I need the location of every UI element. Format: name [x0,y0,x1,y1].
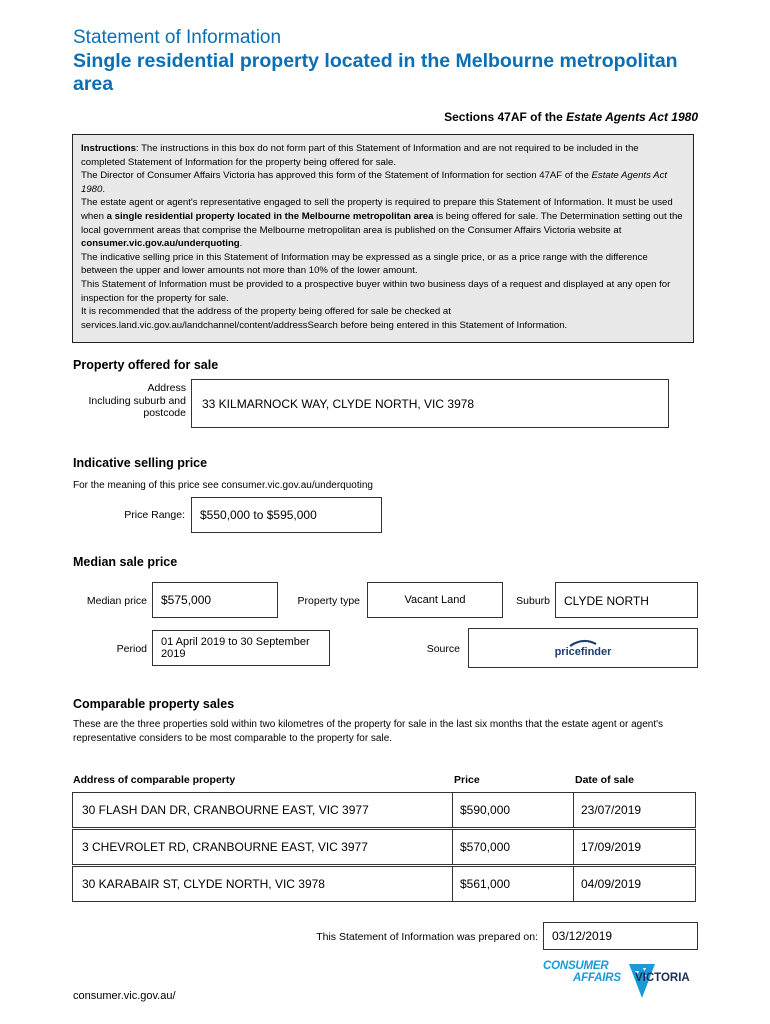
period-label: Period [116,643,147,655]
suburb-label: Suburb [516,595,550,607]
table-row [72,866,696,902]
instructions-p3 [81,196,685,250]
comparable-note: These are the three properties sold within two kilometres of the property for sale in the last six months that the estate agent or agent's representative considers to be most comparable to the property for sale. [73,719,663,744]
sections-act: Estate Agents Act 1980 [566,110,698,124]
row-date[interactable]: 23/07/2019 [581,803,642,817]
row-price[interactable]: $561,000 [453,867,574,901]
logo-line3: VICTORIA [635,972,690,984]
instructions-p2a: The Director of Consumer Affairs Victoria has approved this form of the Statement of Information for section 47AF of the [81,170,592,182]
period-field[interactable]: 01 April 2019 to 30 September 2019 [152,630,330,666]
consumer-affairs-victoria-logo [543,960,703,1002]
row-address[interactable]: 30 FLASH DAN DR, CRANBOURNE EAST, VIC 3977 [73,793,453,827]
address-label-line3: postcode [143,407,186,419]
document-subtitle: Statement of Information [73,27,282,48]
row-price[interactable]: $570,000 [453,830,574,864]
instructions-p3e: . [239,238,243,250]
col-date-header: Date of sale [575,774,634,786]
instructions-lead: Instructions [81,143,136,154]
address-field[interactable]: 33 KILMARNOCK WAY, CLYDE NORTH, VIC 3978 [191,379,669,428]
col-address-header: Address of comparable property [73,774,236,786]
row-address[interactable]: 30 KARABAIR ST, CLYDE NORTH, VIC 3978 [73,867,453,901]
address-label-line1: Address [147,382,186,394]
median-heading: Median sale price [73,555,178,569]
instructions-p3a: The estate agent or agent's representative engaged to sell the property is required to prepare this Statement of Information. It must be used when [81,197,673,222]
address-label [60,382,186,420]
prepared-label: This Statement of Information was prepared on: [316,931,538,943]
instructions-p1-text: : The instructions in this box do not form part of this Statement of Information and are not required to be included in the completed Statement of Information for the property being offered for sale. [81,143,639,168]
source-field [468,628,698,668]
pricefinder-logo [555,639,612,658]
document-title: Single residential property located in the Melbourne metropolitan area [73,50,678,95]
instructions-box [72,134,694,343]
logo-line2: AFFAIRS [573,972,621,984]
instructions-p1 [81,142,685,169]
row-date[interactable]: 17/09/2019 [581,840,642,854]
source-value: pricefinder [554,645,612,658]
property-heading: Property offered for sale [73,358,219,372]
instructions-p2c: . [102,183,106,195]
median-price-field[interactable]: $575,000 [152,582,278,618]
property-type-field[interactable]: Vacant Land [367,582,503,618]
sections-reference [444,110,698,124]
address-label-line2: Including suburb and [88,394,186,407]
table-row [72,792,696,828]
comparable-heading: Comparable property sales [73,697,235,711]
instructions-p5: This Statement of Information must be provided to a prospective buyer within two business days of a request and displayed at any open for inspection for the property for sale. [81,278,671,304]
indicative-note: For the meaning of this price see consumer.vic.gov.au/underquoting [73,480,373,491]
property-type-label: Property type [297,595,360,607]
source-label: Source [426,643,460,655]
instructions-p3c: is being offered for sale. The Determination setting out the local government areas that comprise the Melbourne metropolitan area is published on the Consumer Affairs Victoria website at [81,210,683,236]
logo-line1: CONSUMER [543,960,609,972]
price-range-field[interactable]: $550,000 to $595,000 [191,497,382,533]
instructions-p2 [81,169,685,196]
suburb-field[interactable]: CLYDE NORTH [555,582,698,618]
instructions-p3d-link[interactable]: consumer.vic.gov.au/underquoting [81,238,240,250]
table-row [72,829,696,865]
col-price-header: Price [454,774,480,786]
price-range-label: Price Range: [124,509,185,521]
instructions-p2b: Estate Agents Act 1980 [81,170,668,195]
sections-prefix: Sections 47AF of the [444,110,567,124]
instructions-p4: The indicative selling price in this Statement of Information may be expressed as a single price, or as a price range with the difference between the upper and lower amounts not more than 10% of the lower amount. [81,251,648,277]
indicative-heading: Indicative selling price [73,456,208,470]
median-price-label: Median price [86,595,147,607]
row-price[interactable]: $590,000 [453,793,574,827]
instructions-p3b: a single residential property located in the Melbourne metropolitan area [106,210,434,222]
instructions-p6: It is recommended that the address of the property being offered for sale be checked at services.land.vic.gov.au/landchannel/content/addressSearch before being entered in this Statement of Information. [81,306,568,331]
prepared-date-field[interactable]: 03/12/2019 [543,922,698,950]
footer-url[interactable]: consumer.vic.gov.au/ [73,990,176,1002]
row-address[interactable]: 3 CHEVROLET RD, CRANBOURNE EAST, VIC 3977 [73,830,453,864]
row-date[interactable]: 04/09/2019 [581,877,642,891]
